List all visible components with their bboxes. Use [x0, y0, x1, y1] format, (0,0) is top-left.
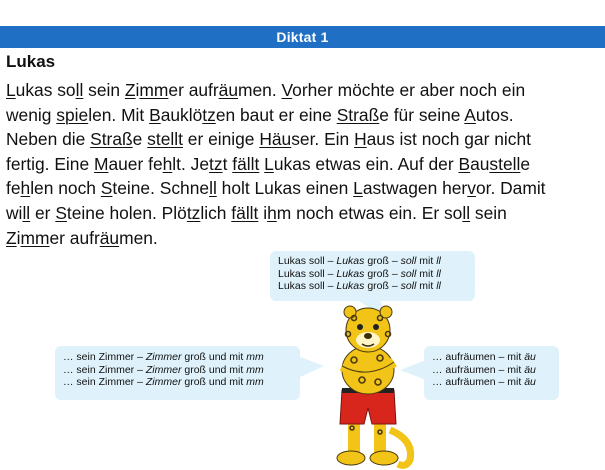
hint-text: … aufräumen – mit [432, 363, 525, 376]
hint-text: … sein Zimmer – [63, 376, 146, 389]
hint-bubble-aufraeumen [424, 346, 559, 400]
text-segment: en baut er eine [215, 104, 337, 125]
text-segment: er aufr [168, 80, 219, 100]
underlined-segment: llt [170, 129, 183, 150]
underlined-segment: spie [56, 104, 89, 125]
underlined-segment: fä [232, 153, 247, 174]
hint-text: … sein Zimmer – [63, 351, 146, 363]
underlined-segment: h [267, 202, 277, 223]
hint-text: … aufräumen – mit [432, 376, 525, 389]
text-segment: Neben die [6, 129, 91, 150]
text-segment: ukas so [15, 80, 76, 100]
underlined-segment: äu [99, 227, 120, 248]
text-segment: e [520, 153, 531, 174]
underlined-segment: fä [231, 202, 246, 223]
hint-text: soll [400, 267, 417, 280]
underlined-segment: V [281, 80, 293, 100]
hint-row [432, 351, 559, 364]
worksheet-title: Diktat 1 [276, 29, 329, 45]
story-text [6, 78, 602, 250]
story-line [6, 176, 602, 201]
hint-text: groß – [364, 280, 401, 293]
underlined-segment: L [264, 153, 274, 174]
hint-text: groß – [364, 255, 401, 267]
underlined-segment: mm [20, 227, 50, 248]
underlined-segment: B [458, 153, 471, 174]
text-segment: fertig. Eine [6, 153, 94, 174]
worksheet-header [0, 26, 605, 48]
hint-text: Zimmer [145, 376, 182, 389]
hint-text: Zimmer [145, 363, 182, 376]
underlined-segment: tz [186, 202, 201, 223]
underlined-segment: S [55, 202, 67, 223]
hint-text: Lukas [336, 255, 365, 267]
underlined-segment: M [93, 153, 109, 174]
underlined-segment: llt [246, 153, 260, 174]
underlined-segment: Z [124, 80, 136, 100]
underlined-segment: ste [147, 129, 171, 150]
text-segment: sein [470, 202, 507, 223]
text-segment: men. [119, 227, 158, 248]
hint-row [278, 255, 475, 268]
underlined-segment: A [464, 104, 476, 125]
text-segment: i [16, 227, 21, 248]
hint-text: ll [436, 280, 441, 293]
hint-text: groß und mit [181, 376, 247, 389]
text-segment: ukas etwas ein. Auf der [273, 153, 459, 174]
hint-text: mm [246, 363, 264, 376]
underlined-segment: Stra [336, 104, 369, 125]
story-line [6, 152, 602, 177]
text-segment: orher möchte er aber noch ein [292, 80, 526, 100]
hint-row [63, 351, 300, 364]
underlined-segment: tz [202, 104, 216, 125]
underlined-segment: v [467, 178, 476, 199]
text-segment: men. [238, 80, 282, 100]
underlined-segment: ll [75, 80, 84, 100]
underlined-segment: ll [209, 178, 217, 199]
hint-text: ll [436, 267, 441, 280]
text-segment: astwagen her [362, 178, 468, 199]
text-segment: er [30, 202, 56, 223]
text-segment: len. Mit [88, 104, 150, 125]
underlined-segment: h [162, 153, 173, 174]
underlined-segment: ß [368, 104, 380, 125]
underlined-segment: mm [139, 80, 169, 100]
text-segment: e für seine [379, 104, 465, 125]
hint-row [432, 364, 559, 377]
text-segment: holt Lukas einen [216, 178, 354, 199]
hint-text: Lukas soll – [278, 280, 337, 293]
hint-row [278, 268, 475, 281]
underlined-segment: H [259, 129, 272, 150]
hint-text: soll [400, 255, 417, 267]
text-segment: er einige [182, 129, 260, 150]
hint-text: äu [524, 351, 536, 363]
text-segment: wenig [6, 104, 52, 125]
text-segment: ser. Ein [291, 129, 355, 150]
hint-text: Lukas soll – [278, 267, 337, 280]
underlined-segment: ß [122, 129, 133, 150]
hint-row [63, 376, 300, 389]
underlined-segment: L [6, 80, 16, 100]
leopard-mascot-icon [318, 300, 418, 470]
hint-text: mit [416, 280, 437, 293]
underlined-segment: L [353, 178, 363, 199]
underlined-segment: ll [22, 202, 31, 223]
underlined-segment: ll [462, 202, 471, 223]
text-segment: utos. [475, 104, 514, 125]
underlined-segment: llt [245, 202, 259, 223]
text-segment: i [135, 80, 140, 100]
underlined-segment: tz [209, 153, 223, 174]
underlined-segment: ll [512, 153, 521, 174]
hint-text: groß und mit [181, 351, 247, 363]
hint-text: soll [400, 280, 417, 293]
hint-text: groß und mit [181, 363, 247, 376]
hint-text: ll [436, 255, 441, 267]
underlined-segment: Z [6, 227, 17, 248]
hint-text: Lukas soll – [278, 255, 337, 267]
text-segment: teine holen. Plö [66, 202, 187, 223]
hint-text: äu [524, 376, 536, 389]
text-segment: auklö [160, 104, 203, 125]
underlined-segment: B [149, 104, 161, 125]
hint-row [63, 364, 300, 377]
hint-bubble-zimmer [55, 346, 300, 400]
hint-row [432, 376, 559, 389]
underlined-segment: ste [489, 153, 513, 174]
hint-row [278, 280, 475, 293]
story-line [6, 103, 602, 128]
story-line [6, 226, 602, 251]
text-segment: au [470, 153, 490, 174]
hint-text: groß – [364, 267, 401, 280]
underlined-segment: äu [271, 129, 292, 150]
text-segment: auer fe [108, 153, 163, 174]
hint-bubble-lukas [270, 251, 475, 301]
text-segment: i [258, 202, 268, 223]
text-segment: e [132, 129, 148, 150]
hint-text: Lukas [336, 280, 365, 293]
text-segment: er aufr [49, 227, 100, 248]
hint-text: Zimmer [145, 351, 182, 363]
text-segment: lt. Je [172, 153, 210, 174]
hint-text: … aufräumen – mit [432, 351, 525, 363]
text-segment: m noch etwas ein. Er so [276, 202, 463, 223]
story-line [6, 127, 602, 152]
text-segment: fe [6, 178, 21, 199]
hint-text: mm [246, 351, 264, 363]
underlined-segment: Stra [90, 129, 123, 150]
text-segment: lich [200, 202, 232, 223]
story-line [6, 78, 602, 103]
text-segment: wi [6, 202, 23, 223]
text-segment: len noch [30, 178, 101, 199]
text-segment: aus ist noch gar nicht [366, 129, 531, 150]
text-segment: sein [83, 80, 125, 100]
hint-text: mit [416, 267, 437, 280]
underlined-segment: h [20, 178, 31, 199]
text-segment: teine. Schne [112, 178, 210, 199]
hint-text: mm [246, 376, 264, 389]
underlined-segment: H [354, 129, 367, 150]
text-segment: or. Damit [475, 178, 546, 199]
hint-text: äu [524, 363, 536, 376]
hint-text: Lukas [336, 267, 365, 280]
text-segment: t [222, 153, 233, 174]
underlined-segment: S [100, 178, 113, 199]
hint-text: mit [416, 255, 437, 267]
story-line [6, 201, 602, 226]
hint-text: … sein Zimmer – [63, 363, 146, 376]
story-title: Lukas [6, 52, 56, 71]
underlined-segment: äu [218, 80, 239, 100]
